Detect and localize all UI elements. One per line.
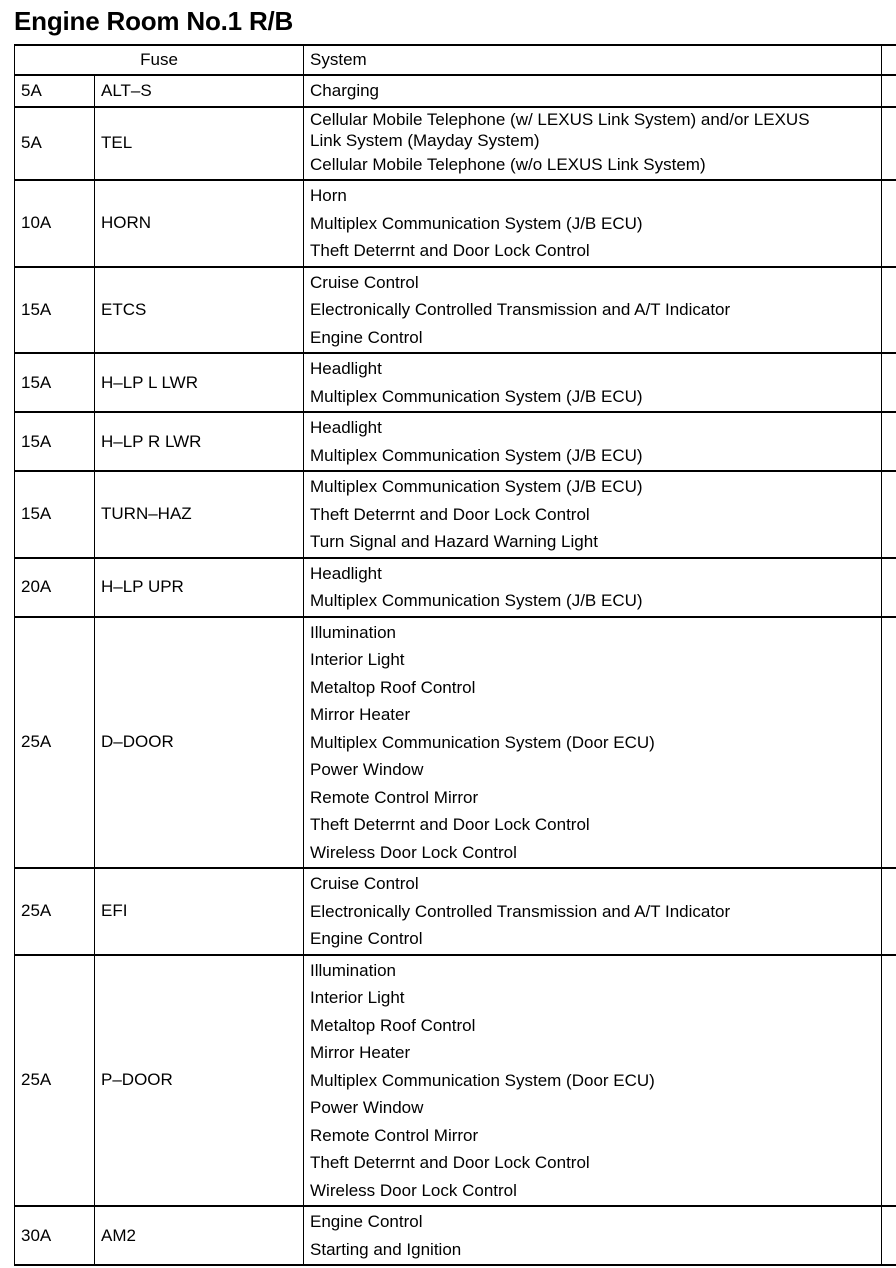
right-edge-cell (882, 868, 896, 955)
fuse-amperage: 15A (15, 471, 95, 558)
system-list (304, 353, 882, 412)
system-item: Theft Deterrnt and Door Lock Control (310, 504, 590, 524)
table-row (15, 1206, 896, 1265)
table-header-row (15, 45, 896, 75)
table-row (15, 558, 896, 617)
system-item: Headlight (310, 563, 382, 583)
system-item: Headlight (310, 359, 382, 378)
system-item: Illumination (310, 960, 397, 980)
right-edge-cell (882, 107, 896, 181)
system-item: Charging (310, 81, 380, 100)
fuse-name: HORN (95, 180, 304, 267)
system-item: Power Window (310, 1098, 424, 1117)
table-row (15, 353, 896, 412)
system-item: Remote Control Mirror (310, 1125, 479, 1145)
system-list (304, 955, 882, 1207)
fuse-amperage: 5A (15, 107, 95, 181)
right-edge-cell (882, 180, 896, 267)
system-item: Engine Control (310, 929, 423, 948)
table-row (15, 868, 896, 955)
system-item: Mirror Heater (310, 1043, 411, 1062)
fuse-amperage: 25A (15, 617, 95, 869)
table-row (15, 267, 896, 354)
system-item: Cruise Control (310, 874, 419, 893)
table-row (15, 75, 896, 107)
system-item: Multiplex Communication System (J/B ECU) (310, 213, 643, 233)
fuse-amperage: 15A (15, 267, 95, 354)
system-item: Multiplex Communication System (J/B ECU) (310, 477, 643, 496)
system-list (304, 412, 882, 471)
system-item: Theft Deterrnt and Door Lock Control (310, 241, 590, 260)
system-item: Wireless Door Lock Control (310, 842, 517, 862)
system-list (304, 75, 882, 107)
fuse-amperage: 10A (15, 180, 95, 267)
fuse-name: TEL (95, 107, 304, 181)
fuse-name: EFI (95, 868, 304, 955)
system-item: Starting and Ignition (310, 1239, 462, 1259)
system-list (304, 471, 882, 558)
fuse-name: AM2 (95, 1206, 304, 1265)
system-item: Turn Signal and Hazard Warning Light (310, 532, 598, 551)
system-item: Cruise Control (310, 272, 419, 292)
system-list (304, 868, 882, 955)
fuse-table (14, 44, 896, 1266)
system-item: Metaltop Roof Control (310, 1015, 476, 1035)
system-item: Cellular Mobile Telephone (w/ LEXUS Link System) and/or LEXUS Link System (Mayday System) (310, 109, 810, 150)
right-edge-cell (882, 955, 896, 1207)
fuse-name: ALT–S (95, 75, 304, 107)
fuse-amperage: 15A (15, 353, 95, 412)
right-edge-cell (882, 267, 896, 354)
system-item: Theft Deterrnt and Door Lock Control (310, 815, 590, 834)
system-item: Electronically Controlled Transmission and A/T Indicator (310, 300, 731, 319)
system-list (304, 617, 882, 869)
system-list (304, 180, 882, 267)
fuse-amperage: 25A (15, 868, 95, 955)
right-edge-cell (882, 471, 896, 558)
system-list (304, 107, 882, 181)
table-row (15, 412, 896, 471)
system-item: Interior Light (310, 650, 405, 669)
fuse-amperage: 25A (15, 955, 95, 1207)
fuse-name: D–DOOR (95, 617, 304, 869)
system-item: Multiplex Communication System (Door ECU) (310, 732, 655, 752)
table-row (15, 180, 896, 267)
system-item: Power Window (310, 760, 424, 779)
system-item: Remote Control Mirror (310, 787, 479, 807)
fuse-name: TURN–HAZ (95, 471, 304, 558)
system-item: Interior Light (310, 988, 405, 1007)
fuse-name: H–LP R LWR (95, 412, 304, 471)
fuse-table-body (15, 75, 896, 1265)
fuse-amperage: 20A (15, 558, 95, 617)
fuse-name: ETCS (95, 267, 304, 354)
right-edge-cell (882, 45, 896, 75)
system-item: Wireless Door Lock Control (310, 1180, 517, 1200)
right-edge-cell (882, 75, 896, 107)
system-item: Multiplex Communication System (J/B ECU) (310, 386, 643, 406)
system-item: Theft Deterrnt and Door Lock Control (310, 1153, 590, 1172)
system-list (304, 558, 882, 617)
system-list (304, 267, 882, 354)
system-item: Illumination (310, 622, 397, 642)
system-item: Multiplex Communication System (J/B ECU) (310, 445, 643, 465)
right-edge-cell (882, 617, 896, 869)
system-item: Multiplex Communication System (Door ECU) (310, 1070, 655, 1090)
fuse-amperage: 30A (15, 1206, 95, 1265)
right-edge-cell (882, 1206, 896, 1265)
fuse-header: Fuse (15, 45, 304, 75)
system-item: Multiplex Communication System (J/B ECU) (310, 591, 643, 610)
system-item: Mirror Heater (310, 705, 411, 724)
table-row (15, 955, 896, 1207)
system-item: Horn (310, 186, 347, 205)
page-title: Engine Room No.1 R/B (14, 6, 294, 36)
system-item: Headlight (310, 418, 382, 437)
right-edge-cell (882, 353, 896, 412)
system-item: Engine Control (310, 1212, 423, 1231)
fuse-name: H–LP UPR (95, 558, 304, 617)
system-item: Electronically Controlled Transmission and A/T Indicator (310, 901, 731, 921)
system-list (304, 1206, 882, 1265)
fuse-amperage: 5A (15, 75, 95, 107)
table-row (15, 471, 896, 558)
system-item: Metaltop Roof Control (310, 677, 476, 697)
table-row (15, 107, 896, 181)
system-item: Engine Control (310, 327, 423, 347)
table-row (15, 617, 896, 869)
system-header: System (304, 45, 882, 75)
fuse-name: H–LP L LWR (95, 353, 304, 412)
fuse-name: P–DOOR (95, 955, 304, 1207)
fuse-amperage: 15A (15, 412, 95, 471)
right-edge-cell (882, 558, 896, 617)
system-item: Cellular Mobile Telephone (w/o LEXUS Link System) (310, 154, 706, 174)
right-edge-cell (882, 412, 896, 471)
